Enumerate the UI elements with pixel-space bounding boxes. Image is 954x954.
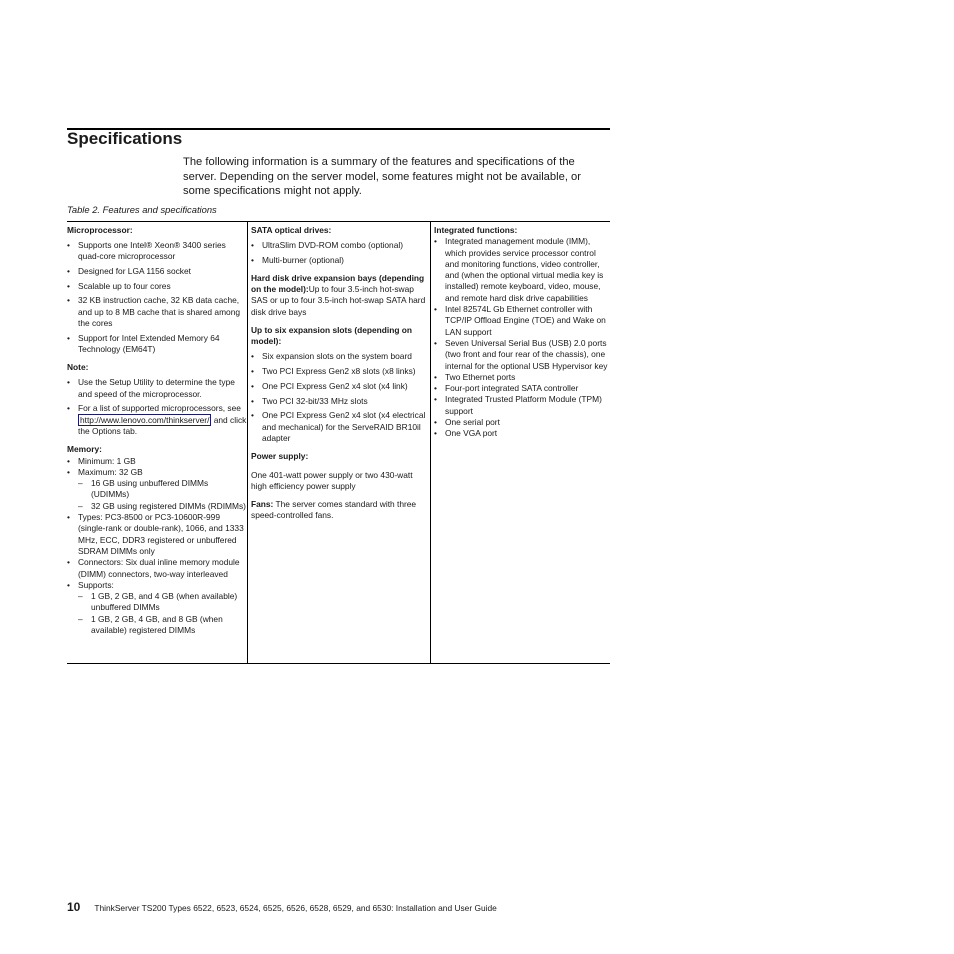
page-footer (67, 900, 497, 914)
list-item: • Integrated management module (IMM), which provides service processor control and monitoring functions, video controller, and (when the optional virtual media key is installed) remote keyboard, video, mouse, and remote hard disk drive capabilities (434, 236, 610, 304)
fans-text: Fans: The server comes standard with three speed-controlled fans. (251, 499, 417, 521)
memory-heading: Memory: (67, 444, 102, 455)
integrated-functions-list (434, 236, 610, 439)
memory-list (67, 456, 247, 637)
table-column-2 (250, 222, 428, 663)
list-item: • 32 KB instruction cache, 32 KB data cache, and up to 8 MB cache that is shared among the cores (67, 295, 247, 329)
list-item: • Two Ethernet ports (434, 372, 610, 383)
list-item: • Scalable up to four cores (67, 281, 247, 292)
list-item: • One VGA port (434, 428, 610, 439)
footer-text: ThinkServer TS200 Types 6522, 6523, 6524, 6525, 6526, 6528, 6529, and 6530: Installation and User Guide (94, 903, 497, 913)
list-item: • Intel 82574L Gb Ethernet controller with TCP/IP Offload Engine (TOE) and Wake on LAN support (434, 304, 610, 338)
microprocessor-list (67, 240, 247, 356)
list-item: • Supports one Intel® Xeon® 3400 series quad-core microprocessor (67, 240, 247, 263)
page-number: 10 (67, 900, 81, 914)
table-caption: Table 2. Features and specifications (67, 204, 217, 215)
sub-list-item: – 1 GB, 2 GB, and 4 GB (when available) unbuffered DIMMs (78, 591, 247, 614)
sub-list-item: – 32 GB using registered DIMMs (RDIMMs) (78, 501, 247, 512)
sata-list (251, 240, 428, 266)
list-item: • Six expansion slots on the system board (251, 351, 428, 362)
column-divider (430, 222, 431, 663)
list-item: • Integrated Trusted Platform Module (TPM) support (434, 394, 610, 417)
list-item: • Two PCI 32-bit/33 MHz slots (251, 396, 428, 407)
microprocessor-heading: Microprocessor: (67, 225, 133, 235)
table-column-1 (67, 222, 247, 663)
list-item: • One PCI Express Gen2 x4 slot (x4 electrical and mechanical) for the ServeRAID BR10il adapter (251, 410, 428, 444)
list-item: • Four-port integrated SATA controller (434, 383, 610, 394)
page-title: Specifications (67, 129, 183, 148)
column-divider (247, 222, 248, 663)
thinkserver-link[interactable]: http://www.lenovo.com/thinkserver/ (80, 414, 210, 425)
power-supply-text: One 401-watt power supply or two 430-watt high efficiency power supply (251, 469, 413, 491)
expansion-slots-list (251, 351, 428, 444)
hdd-bays-text: Hard disk drive expansion bays (depending on the model):Up to four 3.5-inch hot-swap SAS or up to four 3.5-inch hot-swap SATA hard disk drive bays (251, 272, 426, 317)
sub-list-item: – 1 GB, 2 GB, 4 GB, and 8 GB (when available) registered DIMMs (78, 614, 247, 637)
list-item: • Designed for LGA 1156 socket (67, 266, 247, 277)
power-supply-heading: Power supply: (251, 451, 309, 462)
intro-paragraph: The following information is a summary of the features and specifications of the server. Depending on the server model, some features might not be available, or some specifications might not apply. (183, 156, 581, 197)
table-column-3 (433, 222, 610, 663)
sata-heading: SATA optical drives: (251, 225, 332, 235)
features-table (67, 221, 610, 664)
list-item: • Two PCI Express Gen2 x8 slots (x8 links) (251, 366, 428, 377)
list-item: • Multi-burner (optional) (251, 255, 428, 266)
sub-list (78, 591, 247, 636)
sub-list (78, 478, 247, 512)
sub-list-item: – 16 GB using unbuffered DIMMs (UDIMMs) (78, 478, 247, 501)
list-item: • Use the Setup Utility to determine the type and speed of the microprocessor. (67, 377, 247, 400)
list-item: • UltraSlim DVD-ROM combo (optional) (251, 240, 428, 251)
list-item: • Minimum: 1 GB (67, 456, 247, 467)
list-item: • Supports: – 1 GB, 2 GB, and 4 GB (when available) unbuffered DIMMs – 1 GB, 2 GB, 4 GB, and 8 GB (when available) registered DIMMs (67, 580, 247, 636)
list-item: • Types: PC3-8500 or PC3-10600R-999 (single-rank or double-rank), 1066, and 1333 MHz, ECC, DDR3 registered or unbuffered SDRAM DIMMs only (67, 512, 247, 557)
list-item: • One serial port (434, 417, 610, 428)
expansion-slots-heading: Up to six expansion slots (depending on model): (251, 325, 412, 347)
note-heading: Note: (67, 362, 89, 373)
list-item: • For a list of supported microprocessors, see http://www.lenovo.com/thinkserver/ and click the Options tab. (67, 403, 247, 437)
list-item: • Support for Intel Extended Memory 64 Technology (EM64T) (67, 333, 247, 356)
note-list (67, 377, 247, 437)
list-item: • Seven Universal Serial Bus (USB) 2.0 ports (two front and four rear of the chassis), one internal for the optional USB Hypervisor key (434, 338, 610, 372)
list-item: • Maximum: 32 GB – 16 GB using unbuffered DIMMs (UDIMMs) – 32 GB using registered DIMMs (RDIMMs) (67, 467, 247, 512)
list-item: • Connectors: Six dual inline memory module (DIMM) connectors, two-way interleaved (67, 557, 247, 580)
list-item: • One PCI Express Gen2 x4 slot (x4 link) (251, 381, 428, 392)
integrated-functions-heading: Integrated functions: (434, 225, 518, 235)
